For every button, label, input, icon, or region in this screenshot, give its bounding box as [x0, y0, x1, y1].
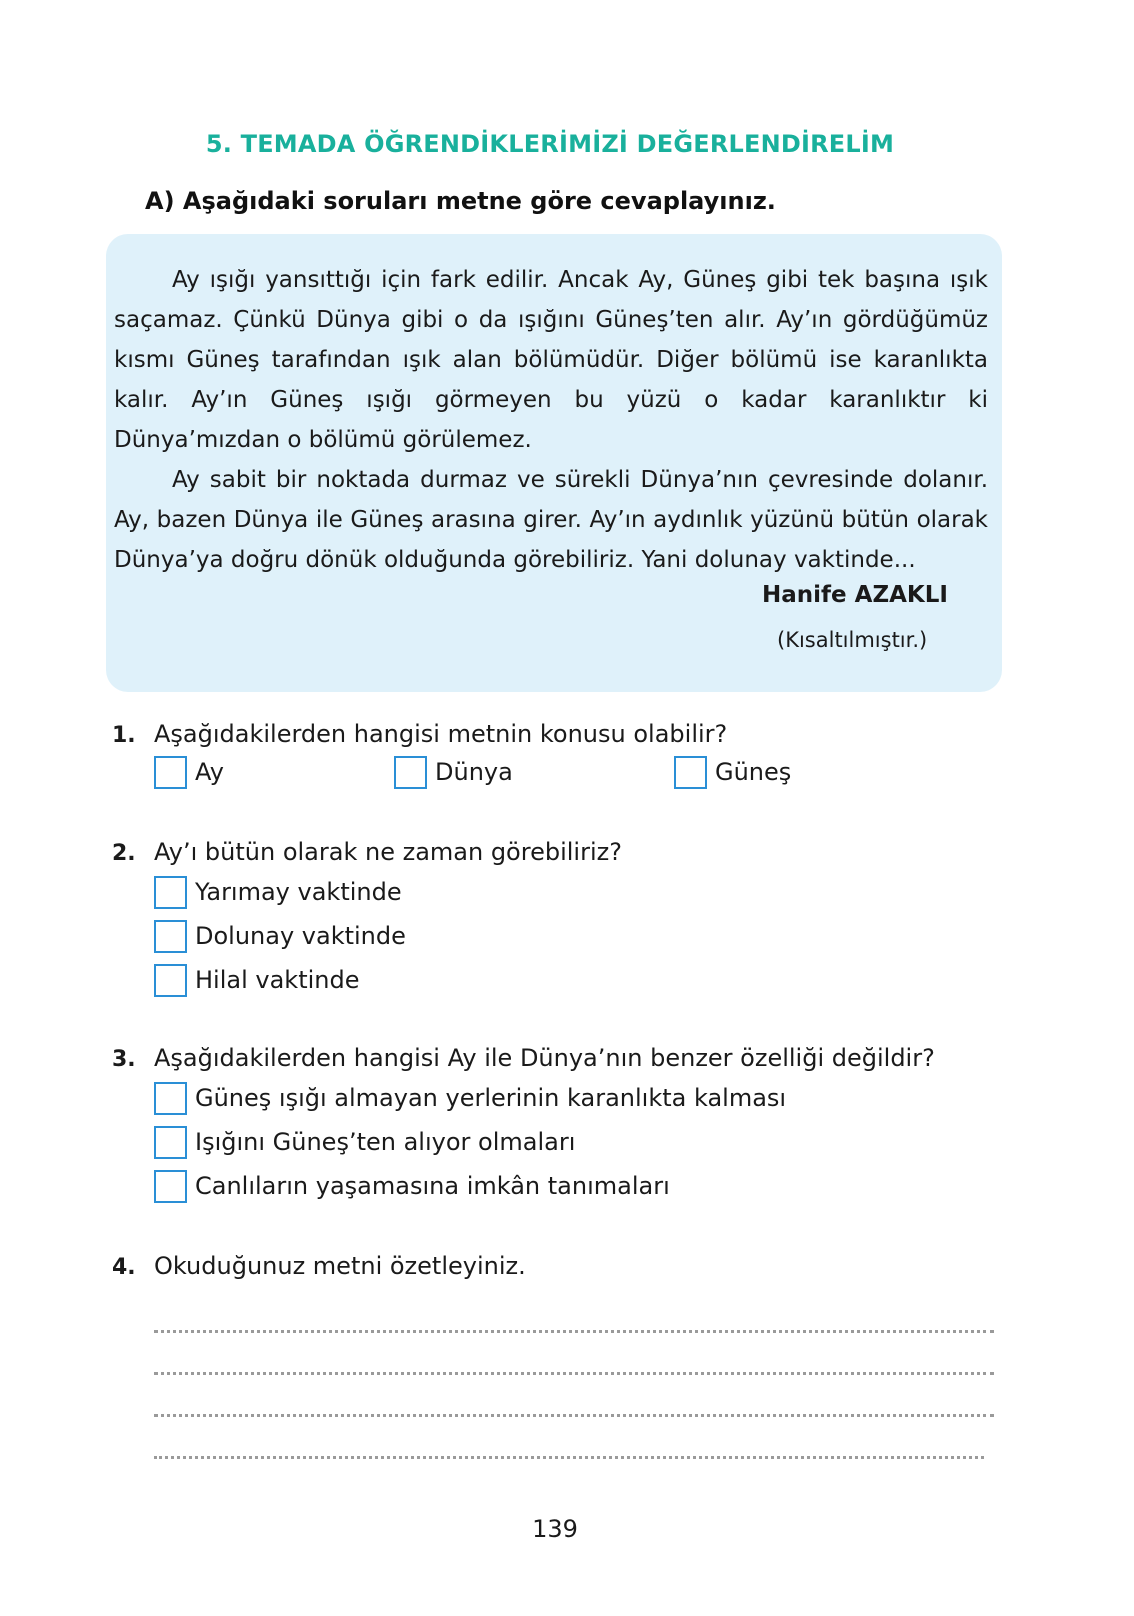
- question-text: Okuduğunuz metni özetleyiniz.: [154, 1252, 526, 1280]
- question-number: 2.: [112, 841, 136, 866]
- question-text: Ay’ı bütün olarak ne zaman görebiliriz?: [154, 838, 622, 866]
- checkbox[interactable]: [154, 876, 187, 909]
- abridged-note: (Kısaltılmıştır.): [777, 628, 928, 652]
- answer-line-2[interactable]: [154, 1372, 994, 1375]
- option-label: Hilal vaktinde: [195, 966, 360, 994]
- question-number: 4.: [112, 1255, 136, 1280]
- option-label: Güneş ışığı almayan yerlerinin karanlıkta kalması: [195, 1084, 787, 1112]
- reading-passage-box: [106, 234, 1002, 692]
- checkbox[interactable]: [674, 756, 707, 789]
- option-label: Dolunay vaktinde: [195, 922, 406, 950]
- checkbox[interactable]: [154, 1170, 187, 1203]
- option-canlilar[interactable]: [154, 1164, 935, 1208]
- question-number: 3.: [112, 1047, 136, 1072]
- question-number: 1.: [112, 723, 136, 748]
- option-dunya[interactable]: [394, 750, 674, 794]
- reading-paragraph-2: Ay sabit bir noktada durmaz ve sürekli Dünya’nın çevresinde dolanır. Ay, bazen Dünya ile Güneş arasına girer. Ay’ın aydınlık yüzünü bütün olarak Dünya’ya doğru dönük olduğunda görebiliriz. Yani dolunay vaktinde...: [114, 467, 988, 573]
- question-2: [112, 838, 622, 1002]
- option-dolunay[interactable]: [154, 914, 622, 958]
- section-a-heading: A) Aşağıdaki soruları metne göre cevaplayınız.: [145, 187, 776, 215]
- checkbox[interactable]: [154, 1082, 187, 1115]
- checkbox[interactable]: [154, 1126, 187, 1159]
- option-yarimay[interactable]: [154, 870, 622, 914]
- option-label: Güneş: [715, 758, 792, 786]
- question-3: [112, 1044, 935, 1208]
- option-label: Canlıların yaşamasına imkân tanımaları: [195, 1172, 670, 1200]
- checkbox[interactable]: [154, 964, 187, 997]
- question-4: [112, 1252, 526, 1280]
- checkbox[interactable]: [394, 756, 427, 789]
- option-karanlik[interactable]: [154, 1076, 935, 1120]
- option-label: Ay: [195, 758, 224, 786]
- page-title: 5. TEMADA ÖĞRENDİKLERİMİZİ DEĞERLENDİRELİM: [205, 130, 895, 158]
- checkbox[interactable]: [154, 920, 187, 953]
- page-number: 139: [532, 1515, 578, 1543]
- option-hilal[interactable]: [154, 958, 622, 1002]
- author-name: Hanife AZAKLI: [762, 582, 948, 608]
- reading-paragraph-1: Ay ışığı yansıttığı için fark edilir. Ancak Ay, Güneş gibi tek başına ışık saçamaz. Çünkü Dünya gibi o da ışığını Güneş’ten alır. Ay’ın gördüğümüz kısmı Güneş tarafından ışık alan bölümüdür. Diğer bölümü ise karanlıkta kalır. Ay’ın Güneş ışığı görmeyen bu yüzü o kadar karanlıktır ki Dünya’mızdan o bölümü görülemez.: [114, 267, 988, 453]
- option-isigini-gunesten[interactable]: [154, 1120, 935, 1164]
- checkbox[interactable]: [154, 756, 187, 789]
- question-text: Aşağıdakilerden hangisi Ay ile Dünya’nın benzer özelliği değildir?: [154, 1044, 935, 1072]
- option-gunes[interactable]: [674, 750, 791, 794]
- question-1: [112, 720, 791, 794]
- option-ay[interactable]: [154, 750, 394, 794]
- answer-line-1[interactable]: [154, 1330, 994, 1333]
- option-label: Dünya: [435, 758, 513, 786]
- answer-line-4[interactable]: [154, 1456, 984, 1459]
- question-text: Aşağıdakilerden hangisi metnin konusu olabilir?: [154, 720, 728, 748]
- option-label: Işığını Güneş’ten alıyor olmaları: [195, 1128, 576, 1156]
- option-label: Yarımay vaktinde: [195, 878, 402, 906]
- answer-line-3[interactable]: [154, 1414, 994, 1417]
